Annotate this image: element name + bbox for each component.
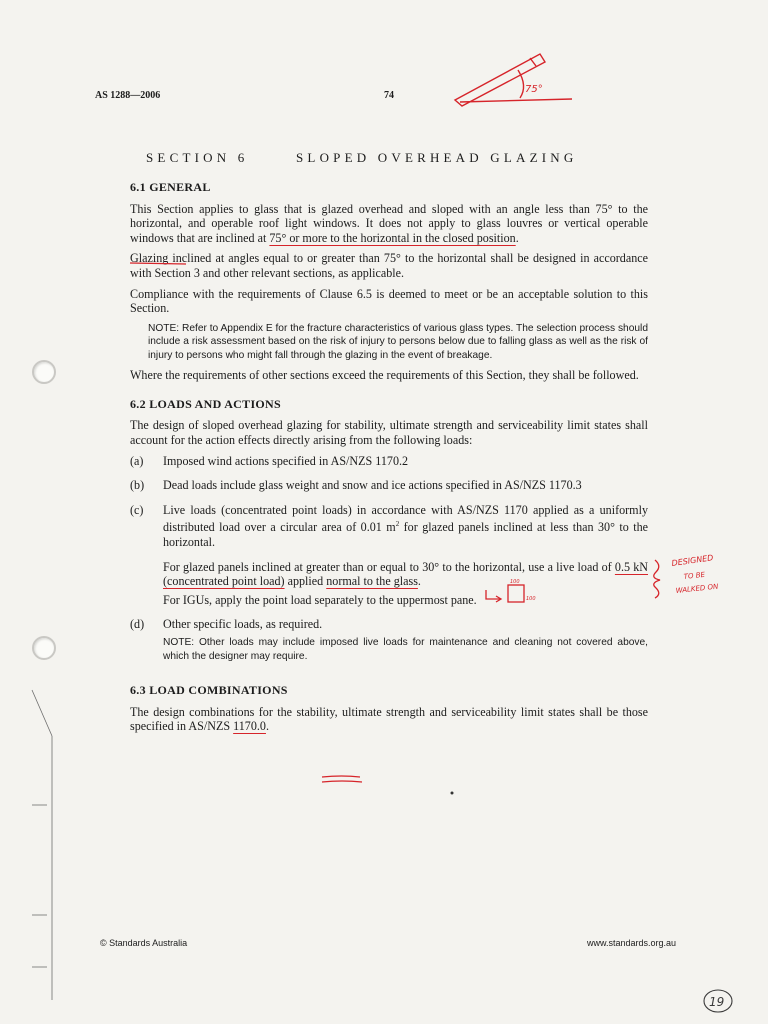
ink-dot xyxy=(451,792,454,795)
footer-copyright: © Standards Australia xyxy=(100,938,188,948)
underlined-standard: 1170.0 xyxy=(233,719,266,734)
paragraph-6-2-intro: The design of sloped overhead glazing for stability, ultimate strength and serviceability limit states shall account for the action effects directly arising from the following loads: xyxy=(130,418,648,448)
paragraph-6-1-glazing: Glazing inclined at angles equal to or greater than 75° to the horizontal shall be designed in accordance with Section 3 and other relevant sections, as applicable. xyxy=(130,251,648,280)
page-number: 74 xyxy=(384,90,394,101)
sketch-dimension-top: 100 xyxy=(510,579,520,585)
list-item-a: (a) Imposed wind actions specified in AS/NZS 1170.2 xyxy=(130,453,409,468)
paragraph-6-1-scope: This Section applies to glass that is glazed overhead and sloped with an angle less than 75° to the horizontal, and operable roof light windows. It does not apply to glass louvres or vertical operable windows that are inclined at 75° or more to the horizontal in the closed position. xyxy=(130,201,648,245)
list-item-d: (d) Other specific loads, as required. NOTE: Other loads may include imposed live loads for maintenance and cleaning not covered above, which the designer may require. xyxy=(130,617,648,662)
list-item-c: (c) Live loads (concentrated point loads) in accordance with AS/NZS 1170 applied as a uniformly distributed load over a circular area of 0.01 $m^2$ for glazed panels inclined at less than 30° to the horizontal. For glazed panels inclined at greater than or equal to 30° to the horizontal, use a live load of 0.5 kN (concentrated point load) applied normal to the glass. For IGUs, apply the point load separately to the uppermost pane. xyxy=(130,502,649,607)
margin-note-line-1: DESIGNED xyxy=(671,553,714,568)
margin-note-line-3: WALKED ON xyxy=(675,582,719,595)
paragraph-6-3: The design combinations for the stability, ultimate strength and serviceability limit states shall be those specified in AS/NZS 1170.0. xyxy=(130,704,648,734)
scan-marks xyxy=(32,690,52,1000)
angle-label: 75° xyxy=(525,84,543,95)
paragraph-6-1-compliance: Compliance with the requirements of Clause 6.5 is deemed to meet or be an acceptable solution to this Section. xyxy=(130,286,648,316)
section-number: SECTION 6 xyxy=(146,150,249,165)
paragraph-6-1-other-sections: Where the requirements of other sections exceed the requirements of this Section, they shall be followed. xyxy=(130,368,639,383)
heading-6-1: 6.1 GENERAL xyxy=(130,180,211,194)
page-mark: 19 xyxy=(709,995,725,1009)
document-id: AS 1288—2006 xyxy=(95,90,161,101)
note-6-1: NOTE: Refer to Appendix E for the fracture characteristics of various glass types. The selection process should include a risk assessment based on the risk of injury to persons below due to falling glass as well as the risk of injury to persons who might fall through the glazing in the event of breakage. xyxy=(148,322,648,361)
heading-6-3: 6.3 LOAD COMBINATIONS xyxy=(130,683,288,697)
footer-url: www.standards.org.au xyxy=(586,938,676,948)
double-underline xyxy=(322,776,362,782)
underlined-normal: normal to the glass xyxy=(326,574,418,589)
sketch-dimension-side: 100 xyxy=(526,596,536,602)
note-6-2: NOTE: Other loads may include imposed live loads for maintenance and cleaning not covered above, which the designer may require. xyxy=(163,637,648,662)
point-load-sketch xyxy=(486,585,524,602)
underlined-load: 0.5 kN (concentrated point load) xyxy=(163,559,649,589)
underlined-phrase: 75° or more to the horizontal in the closed position xyxy=(269,230,516,245)
section-name: SLOPED OVERHEAD GLAZING xyxy=(296,150,578,165)
list-item-b: (b) Dead loads include glass weight and snow and ice actions specified in AS/NZS 1170.3 xyxy=(130,478,582,493)
margin-note-line-2: TO BE xyxy=(683,570,706,581)
angle-sketch xyxy=(455,54,572,106)
heading-6-2: 6.2 LOADS AND ACTIONS xyxy=(130,396,281,411)
